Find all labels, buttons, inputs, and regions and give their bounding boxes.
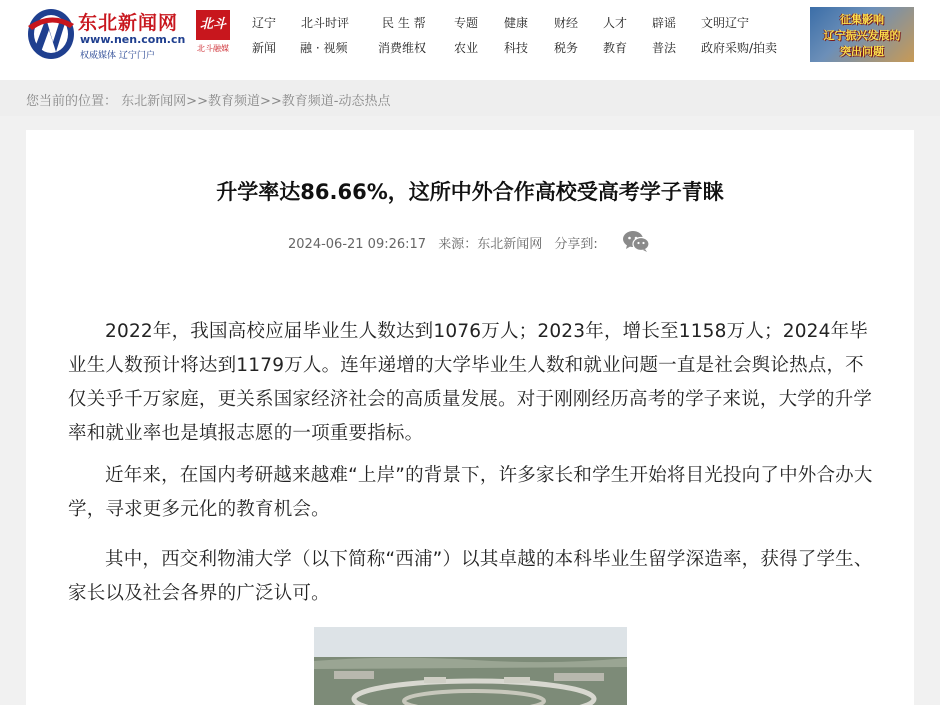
article-card: [26, 130, 914, 705]
breadcrumb-home[interactable]: 东北新闻网: [121, 94, 187, 109]
breadcrumb-separator: >>: [186, 94, 208, 109]
logo-title: 东北新闻网: [78, 12, 179, 34]
nav-item-video[interactable]: 融 · 视频: [300, 41, 348, 55]
beidou-sub: 北斗融媒: [197, 44, 229, 53]
nav-item-beidou-comment[interactable]: 北斗时评: [301, 16, 350, 30]
nen-logo-icon: [26, 6, 76, 62]
article-paragraph-1: 2022年，我国高校应届毕业生人数达到1076万人；2023年，增长至1158万人；2024年毕业生人数预计将达到1179万人。连年递增的大学毕业生人数和就业问题一直是社会舆论热点，不仅关乎千万家庭，更关系国家经济社会的高质量发展。对于刚刚经历高考的学子来说，大学的升学率和就业率也是填报志愿的一项重要指标。: [68, 321, 873, 444]
nav-item-consumer-rights[interactable]: 消费维权: [378, 41, 427, 55]
site-logo[interactable]: [26, 6, 184, 62]
campus-aerial-photo: [314, 627, 627, 705]
share-label: 分享到:: [554, 237, 598, 252]
nav-item-health[interactable]: 健康: [504, 16, 529, 30]
nav-item-liaoning[interactable]: 辽宁: [252, 16, 277, 30]
nav-item-minsheng[interactable]: 民 生 帮: [382, 16, 426, 30]
nav-item-news[interactable]: 新闻: [252, 41, 277, 55]
nav-item-education[interactable]: 教育: [603, 41, 628, 55]
nav-item-rumor[interactable]: 辟谣: [652, 16, 677, 30]
banner-line-1: 征集影响: [840, 13, 884, 26]
nav-item-finance[interactable]: 财经: [554, 16, 579, 30]
breadcrumb-hot-topics[interactable]: 教育频道-动态热点: [281, 94, 391, 109]
article-title: 升学率达86.66%，这所中外合作高校受高考学子青睐: [216, 180, 724, 204]
beidou-mark: 北斗: [196, 10, 230, 40]
main-nav: [240, 14, 800, 64]
campus-illustration: [314, 627, 627, 705]
article-paragraph-3: 其中，西交利物浦大学（以下简称“西浦”）以其卓越的本科毕业生留学深造率，获得了学生、家长以及社会各界的广泛认可。: [68, 549, 873, 604]
logo-url: www.nen.com.cn: [80, 33, 186, 46]
nav-item-procurement[interactable]: 政府采购/拍卖: [701, 41, 778, 55]
breadcrumb-separator: >>: [259, 94, 282, 109]
article-paragraph-2: 近年来，在国内考研越来越难“上岸”的背景下，许多家长和学生开始将目光投向了中外合办大学，寻求更多元化的教育机会。: [68, 465, 873, 520]
nav-item-talent[interactable]: 人才: [603, 16, 628, 30]
nav-item-tax[interactable]: 税务: [554, 41, 579, 55]
breadcrumb-prefix: 您当前的位置：: [26, 94, 118, 109]
banner-line-3: 突出问题: [840, 45, 884, 58]
article-datetime: 2024-06-21 09:26:17: [288, 237, 427, 252]
logo-slogan: 权威媒体 辽宁门户: [80, 51, 155, 61]
source-label: 来源：: [438, 237, 478, 252]
nav-item-law[interactable]: 普法: [652, 41, 677, 55]
article-source[interactable]: 东北新闻网: [477, 237, 543, 252]
nav-item-special[interactable]: 专题: [454, 16, 479, 30]
nav-item-civilized-liaoning[interactable]: 文明辽宁: [701, 16, 750, 30]
nav-item-tech[interactable]: 科技: [504, 41, 529, 55]
header-banner[interactable]: [810, 7, 914, 62]
breadcrumb: [26, 90, 390, 109]
beidou-logo[interactable]: [196, 10, 230, 58]
banner-line-2: 辽宁振兴发展的: [823, 29, 901, 42]
article-meta: [288, 233, 598, 252]
nav-item-agriculture[interactable]: 农业: [454, 41, 479, 55]
breadcrumb-education[interactable]: 教育频道: [207, 94, 260, 109]
wechat-share-icon[interactable]: [622, 230, 650, 252]
site-header: [0, 0, 940, 80]
breadcrumb-bar: [0, 80, 940, 116]
